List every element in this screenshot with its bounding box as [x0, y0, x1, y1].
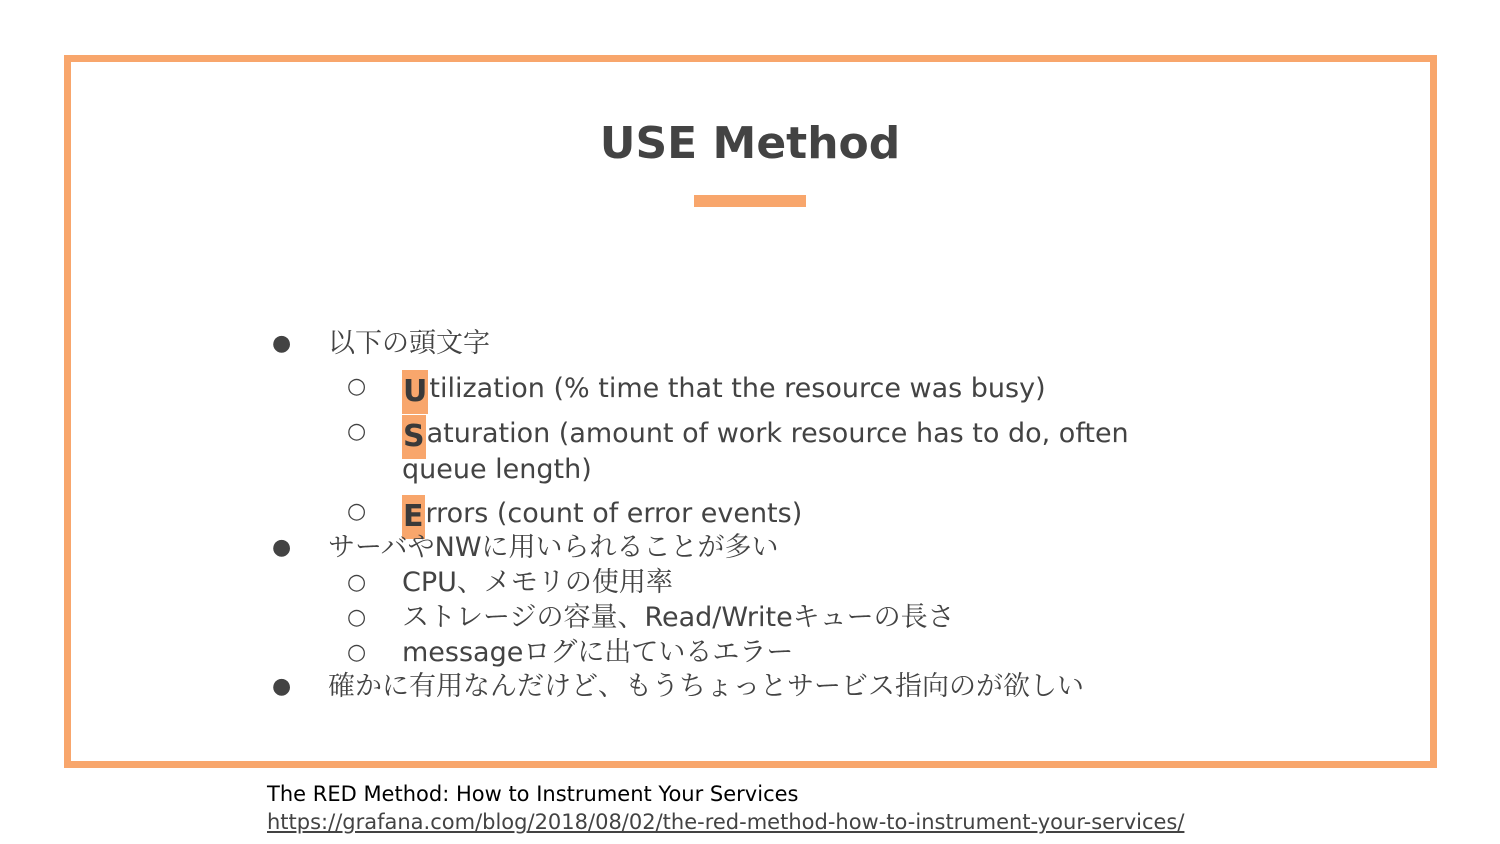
sub-item-saturation-continued: queue length) [402, 454, 592, 485]
sub-item-message-log: messageログに出ているエラー [402, 637, 794, 668]
bullet-item-initials: 以下の頭文字 [328, 328, 490, 359]
sub-item-cpu: CPU、メモリの使用率 [402, 567, 673, 598]
sub-item-text: aturation (amount of work resource has to do, often [426, 418, 1129, 449]
bullet-marker: ● [272, 674, 292, 699]
bullet-marker: ● [272, 331, 292, 356]
bullet-item-conclusion: 確かに有用なんだけど、もうちょっとサービス指向のが欲しい [328, 671, 1084, 702]
sub-bullet-marker: ○ [347, 570, 367, 595]
sub-bullet-marker: ○ [347, 499, 367, 524]
slide-title: USE Method [599, 118, 901, 169]
bullet-marker: ● [272, 535, 292, 560]
highlighted-letter-e: E [402, 495, 425, 539]
title-underline [694, 195, 806, 207]
sub-bullet-marker: ○ [347, 640, 367, 665]
reference-link[interactable]: https://grafana.com/blog/2018/08/02/the-red-method-how-to-instrument-your-services/ [267, 810, 1185, 834]
sub-item-text: rrors (count of error events) [425, 498, 803, 529]
sub-item-utilization [402, 370, 1046, 414]
reference-title: The RED Method: How to Instrument Your Services [267, 782, 799, 806]
sub-bullet-marker: ○ [347, 374, 367, 399]
highlighted-letter-u: U [402, 370, 428, 414]
sub-bullet-marker: ○ [347, 605, 367, 630]
highlighted-letter-s: S [402, 415, 426, 459]
sub-bullet-marker: ○ [347, 419, 367, 444]
sub-item-text: tilization (% time that the resource was busy) [429, 373, 1046, 404]
sub-item-storage: ストレージの容量、Read/Writeキューの長さ [402, 602, 955, 633]
bullet-item-usage: サーバやNWに用いられることが多い [328, 532, 779, 563]
